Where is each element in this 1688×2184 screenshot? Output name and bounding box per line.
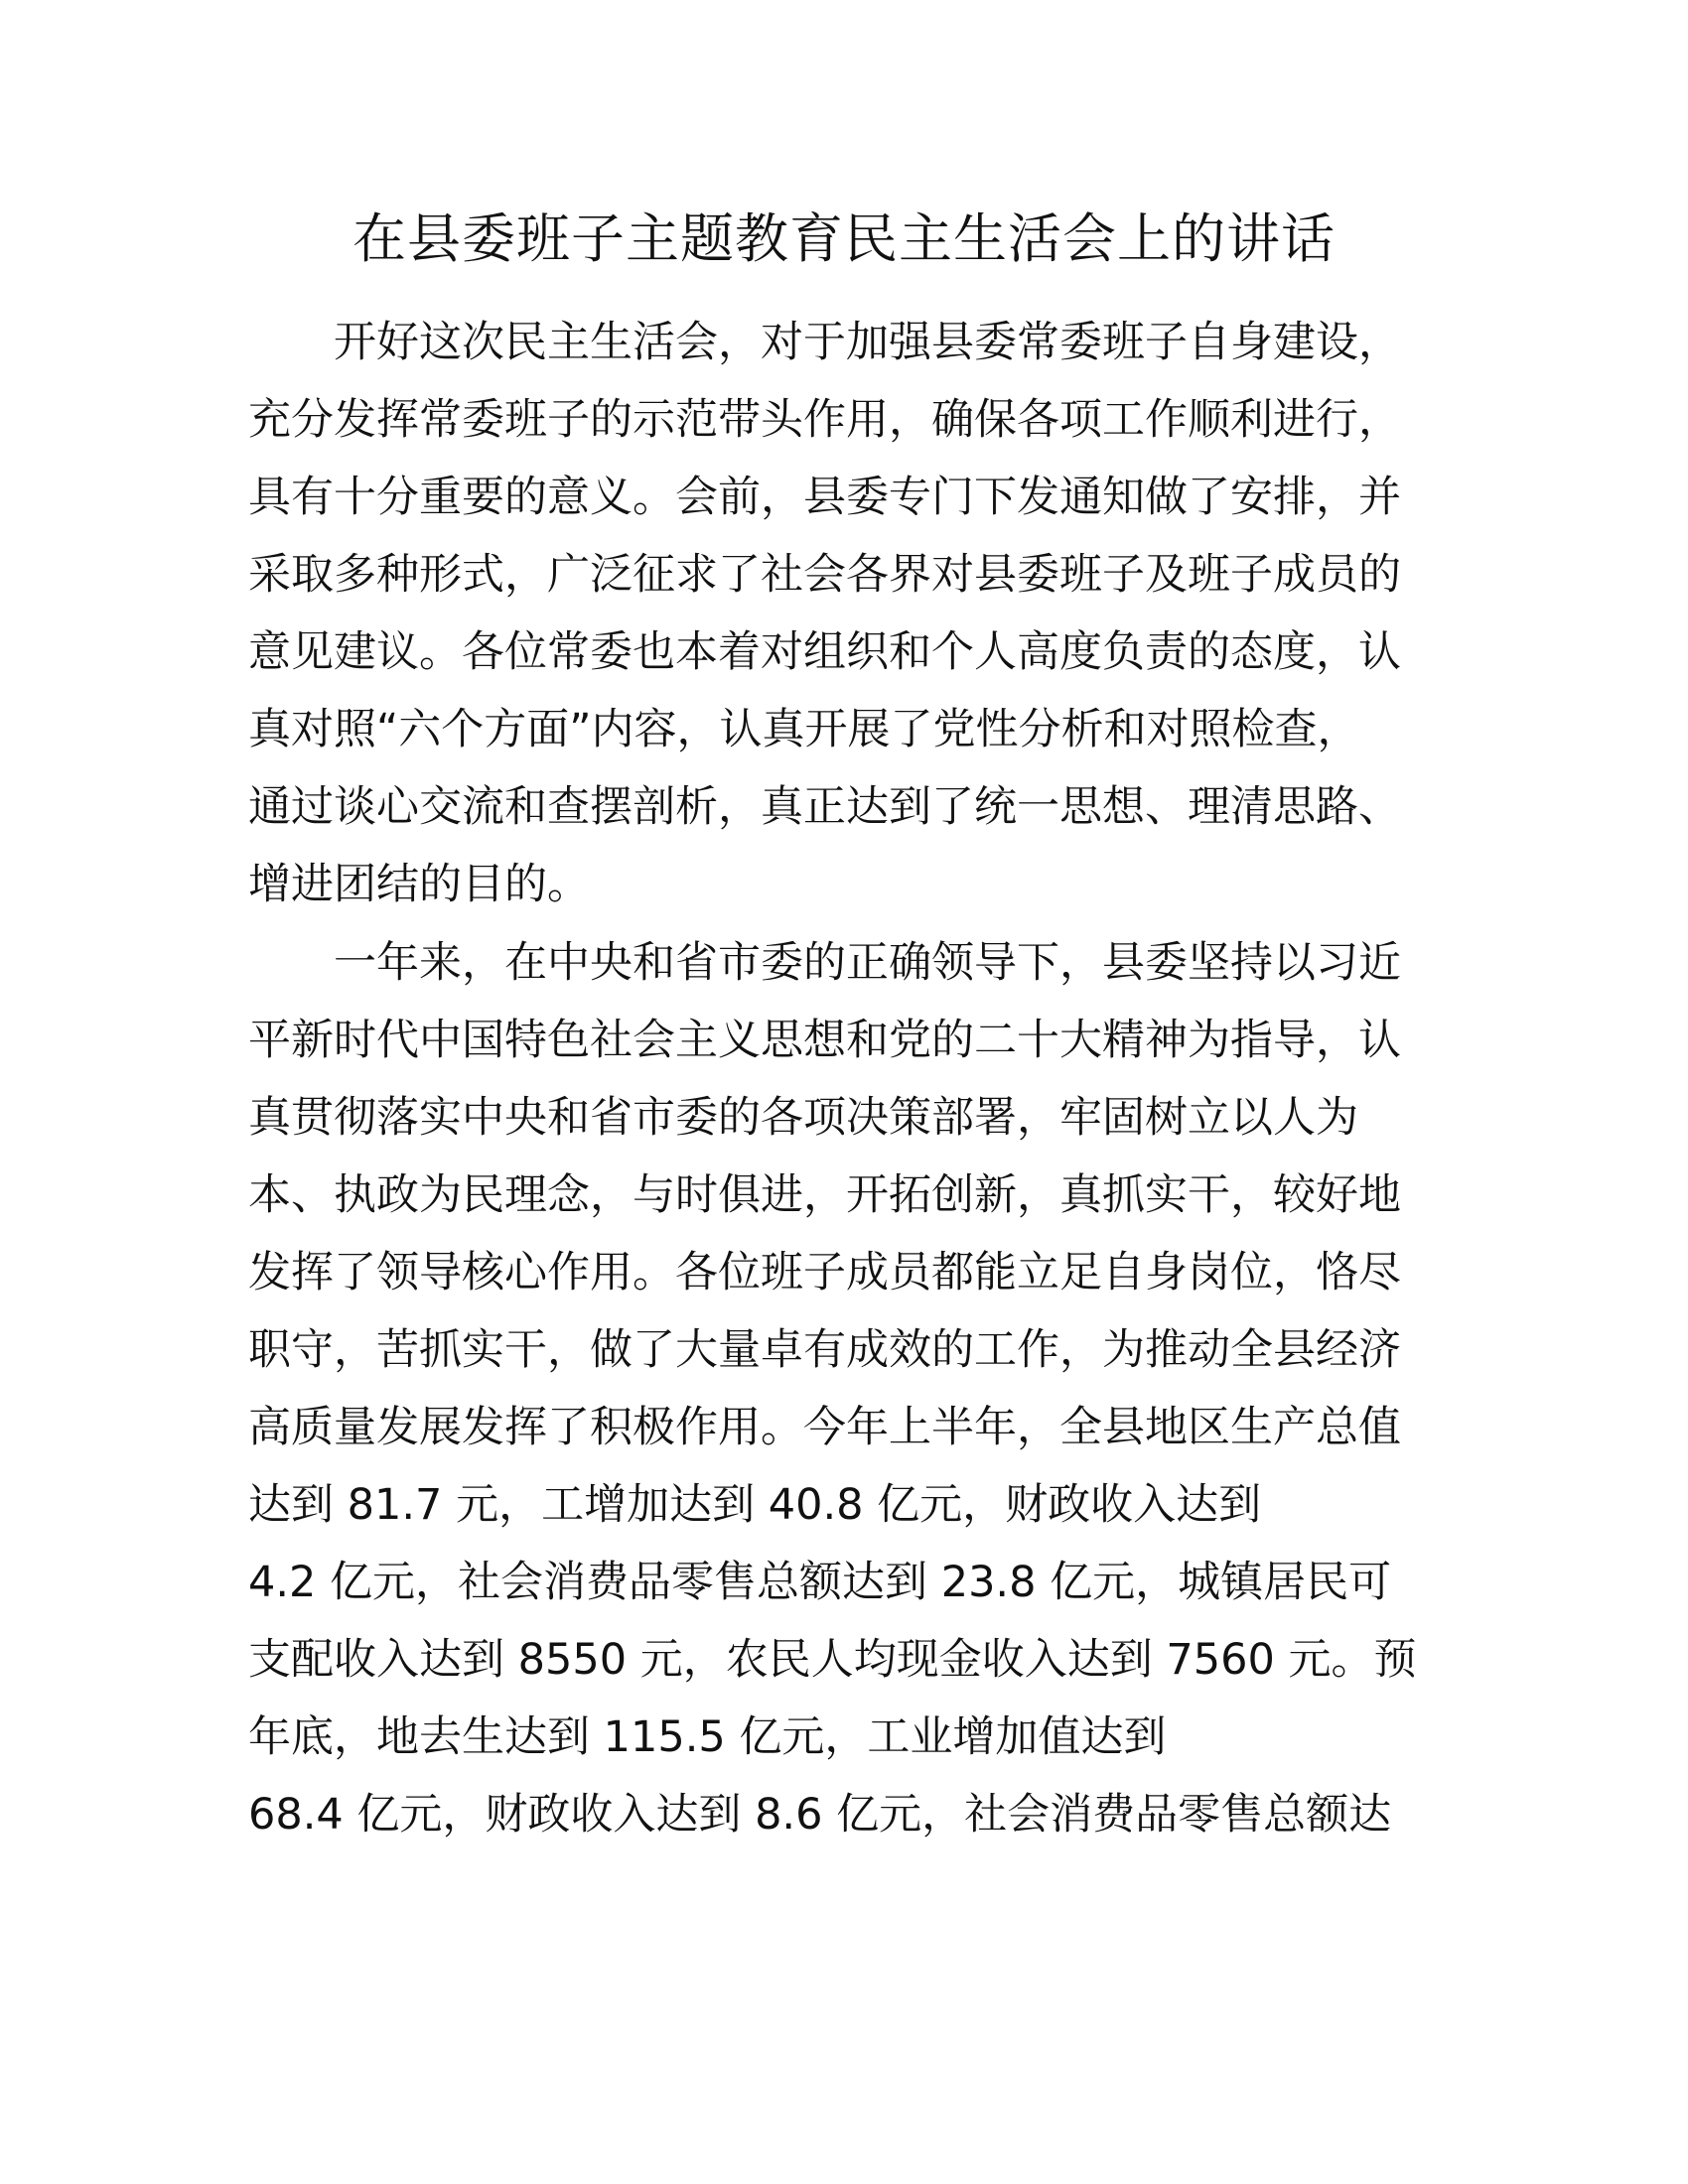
paragraph-2-line-5: 发挥了领导核心作用。各位班子成员都能立足自身岗位，恪尽 (248, 1248, 1401, 1297)
paragraph-2-line-6: 职守，苦抓实干，做了大量卓有成效的工作，为推动全县经济 (248, 1325, 1401, 1375)
paragraph-1-line-2: 充分发挥常委班子的示范带头作用，确保各项工作顺利进行， (248, 395, 1401, 445)
paragraph-2-line-8: 达到 81.7 元，工增加达到 40.8 亿元，财政收入达到 (248, 1480, 1262, 1530)
paragraph-2-line-4: 本、执政为民理念，与时俱进，开拓创新，真抓实干，较好地 (248, 1170, 1401, 1220)
paragraph-1-line-3: 具有十分重要的意义。会前，县委专门下发通知做了安排，并 (248, 473, 1401, 522)
paragraph-2-line-2: 平新时代中国特色社会主义思想和党的二十大精神为指导，认 (248, 1016, 1401, 1065)
paragraph-1-line-6: 真对照“六个方面”内容，认真开展了党性分析和对照检查， (248, 705, 1360, 754)
paragraph-1-line-7: 通过谈心交流和查摆剖析，真正达到了统一思想、理清思路、 (248, 782, 1401, 832)
paragraph-1-line-1: 开好这次民主生活会，对于加强县委常委班子自身建设， (334, 318, 1401, 367)
paragraph-2-line-7: 高质量发展发挥了积极作用。今年上半年，全县地区生产总值 (248, 1403, 1401, 1452)
paragraph-1-line-8: 增进团结的目的。 (248, 860, 590, 909)
paragraph-2-line-1: 一年来，在中央和省市委的正确领导下，县委坚持以习近 (334, 938, 1401, 988)
paragraph-2-line-12: 68.4 亿元，财政收入达到 8.6 亿元，社会消费品零售总额达 (248, 1790, 1392, 1840)
paragraph-2-line-3: 真贯彻落实中央和省市委的各项决策部署，牢固树立以人为 (248, 1093, 1358, 1143)
paragraph-2-line-9: 4.2 亿元，社会消费品零售总额达到 23.8 亿元，城镇居民可 (248, 1558, 1392, 1607)
paragraph-2-line-10: 支配收入达到 8550 元，农民人均现金收入达到 7560 元。预 (248, 1635, 1417, 1685)
paragraph-1-line-5: 意见建议。各位常委也本着对组织和个人高度负责的态度，认 (248, 627, 1401, 677)
paragraph-1-line-4: 采取多种形式，广泛征求了社会各界对县委班子及班子成员的 (248, 550, 1401, 600)
document-title: 在县委班子主题教育民主生活会上的讲话 (352, 207, 1336, 270)
paragraph-2-line-11: 年底，地去生达到 115.5 亿元，工业增加值达到 (248, 1712, 1167, 1762)
